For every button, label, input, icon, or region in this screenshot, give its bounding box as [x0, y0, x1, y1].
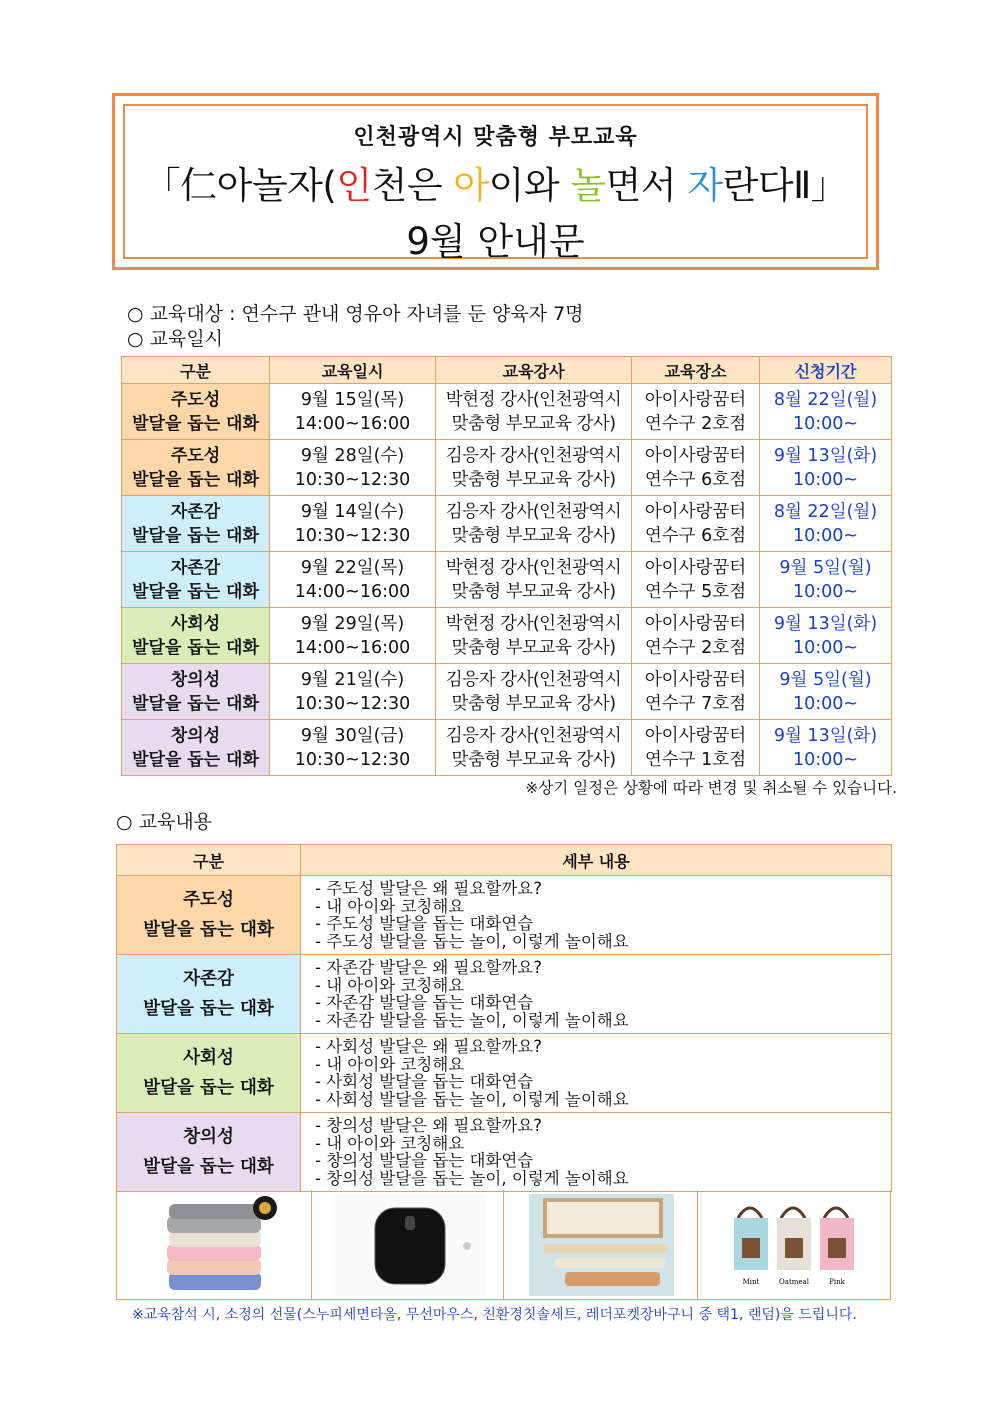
content-item: - 창의성 발달은 왜 필요할까요? — [315, 1116, 542, 1135]
content-item: - 사회성 발달을 돕는 대화연습 — [315, 1072, 534, 1091]
schedule-period: 9월 13일(화) 10:00~ — [760, 440, 892, 496]
schedule-datetime: 9월 15일(목) 14:00~16:00 — [270, 384, 436, 440]
content-item: - 내 아이와 코칭해요 — [315, 896, 465, 916]
bag-label-oatmeal: Oatmeal — [779, 1278, 809, 1286]
schedule-period: 9월 13일(화) 10:00~ — [760, 720, 892, 776]
content-item: - 자존감 발달을 돕는 놀이, 이렇게 놀이해요 — [315, 1010, 629, 1030]
schedule-category: 사회성 발달을 돕는 대화 — [122, 608, 270, 664]
leather-pocket-bags-image — [730, 1194, 860, 1296]
schedule-instructor: 박현정 강사(인천광역시 맞춤형 부모교육 강사) — [436, 552, 632, 608]
content-row — [117, 876, 892, 955]
schedule-period: 9월 5일(월) 10:00~ — [760, 552, 892, 608]
title-line3: 9월 안내문 — [406, 220, 585, 263]
schedule-location: 아이사랑꿈터 연수구 6호점 — [632, 440, 760, 496]
schedule-datetime: 9월 29일(목) 14:00~16:00 — [270, 608, 436, 664]
content-category: 사회성 발달을 돕는 대화 — [117, 1034, 301, 1113]
content-detail — [301, 876, 892, 955]
schedule-location: 아이사랑꿈터 연수구 7호점 — [632, 664, 760, 720]
schedule-instructor: 김응자 강사(인천광역시 맞춤형 부모교육 강사) — [436, 496, 632, 552]
gift-divider — [311, 1190, 312, 1299]
content-item: - 내 아이와 코칭해요 — [315, 975, 465, 995]
content-item: - 사회성 발달을 돕는 놀이, 이렇게 놀이해요 — [315, 1089, 629, 1109]
gift-divider — [503, 1190, 504, 1299]
title-line1: 인천광역시 맞춤형 부모교육 — [353, 125, 638, 150]
title-part-yellow: 아 — [453, 164, 489, 207]
schedule-instructor: 김응자 강사(인천광역시 맞춤형 부모교육 강사) — [436, 720, 632, 776]
content-detail — [301, 1034, 892, 1113]
content-item: - 사회성 발달은 왜 필요할까요? — [315, 1037, 542, 1056]
schedule-instructor: 박현정 강사(인천광역시 맞춤형 부모교육 강사) — [436, 384, 632, 440]
schedule-location: 아이사랑꿈터 연수구 6호점 — [632, 496, 760, 552]
title-part: 천은 — [371, 164, 454, 207]
schedule-bullet: ○ 교육일시 — [127, 328, 224, 350]
schedule-datetime: 9월 22일(목) 14:00~16:00 — [270, 552, 436, 608]
title-part-red: 인 — [336, 164, 372, 207]
content-row — [117, 1113, 892, 1192]
schedule-instructor: 박현정 강사(인천광역시 맞춤형 부모교육 강사) — [436, 608, 632, 664]
toothbrush-set-image — [529, 1194, 674, 1296]
schedule-period: 9월 5일(월) 10:00~ — [760, 664, 892, 720]
content-table — [116, 844, 892, 1192]
schedule-instructor: 김응자 강사(인천광역시 맞춤형 부모교육 강사) — [436, 664, 632, 720]
title-line2 — [125, 155, 866, 209]
bag-label-pink: Pink — [829, 1278, 845, 1286]
schedule-row — [122, 720, 892, 776]
schedule-category: 창의성 발달을 돕는 대화 — [122, 720, 270, 776]
schedule-row — [122, 664, 892, 720]
schedule-category: 주도성 발달을 돕는 대화 — [122, 440, 270, 496]
title-part-green: 놀 — [570, 164, 606, 207]
schedule-table — [121, 356, 892, 776]
schedule-instructor: 김응자 강사(인천광역시 맞춤형 부모교육 강사) — [436, 440, 632, 496]
schedule-datetime: 9월 28일(수) 10:30~12:30 — [270, 440, 436, 496]
content-category: 자존감 발달을 돕는 대화 — [117, 955, 301, 1034]
content-item: - 내 아이와 코칭해요 — [315, 1133, 465, 1153]
gift-divider — [697, 1190, 698, 1299]
gift-footnote: ※교육참석 시, 소정의 선물(스누피세면타올, 무선마우스, 친환경칫솔세트, 레더포켓장바구니 중 택1, 랜덤)을 드립니다. — [132, 1307, 857, 1323]
content-row — [117, 955, 892, 1034]
schedule-category: 자존감 발달을 돕는 대화 — [122, 552, 270, 608]
content-item: - 주도성 발달을 돕는 놀이, 이렇게 놀이해요 — [315, 931, 629, 951]
content-header-row — [117, 845, 892, 876]
schedule-row — [122, 384, 892, 440]
content-category: 주도성 발달을 돕는 대화 — [117, 876, 301, 955]
header-instructor: 교육강사 — [436, 357, 632, 384]
title-part: 란다Ⅱ」 — [722, 164, 848, 207]
schedule-note: ※상기 일정은 상황에 따라 변경 및 취소될 수 있습니다. — [525, 779, 897, 797]
content-item: - 내 아이와 코칭해요 — [315, 1054, 465, 1074]
schedule-header-row — [122, 357, 892, 384]
title-part: 이와 — [488, 164, 571, 207]
content-category: 창의성 발달을 돕는 대화 — [117, 1113, 301, 1192]
target-bullet: ○ 교육대상 : 연수구 관내 영유아 자녀를 둔 양육자 7명 — [127, 303, 584, 325]
content-item: - 주도성 발달은 왜 필요할까요? — [315, 879, 542, 898]
schedule-datetime: 9월 30일(금) 10:30~12:30 — [270, 720, 436, 776]
header-period: 신청기간 — [760, 357, 892, 384]
bag-label-mint: Mint — [742, 1278, 760, 1286]
schedule-location: 아이사랑꿈터 연수구 2호점 — [632, 608, 760, 664]
content-item: - 창의성 발달을 돕는 대화연습 — [315, 1151, 534, 1170]
schedule-row — [122, 440, 892, 496]
towel-set-image — [161, 1194, 281, 1296]
header-datetime: 교육일시 — [270, 357, 436, 384]
content-header-detail: 세부 내용 — [301, 845, 892, 876]
title-part: 「仁아놀자( — [143, 164, 337, 207]
schedule-datetime: 9월 21일(수) 10:30~12:30 — [270, 664, 436, 720]
gift-images-row — [116, 1190, 891, 1300]
header-location: 교육장소 — [632, 357, 760, 384]
schedule-location: 아이사랑꿈터 연수구 2호점 — [632, 384, 760, 440]
content-bullet: ○ 교육내용 — [116, 811, 213, 833]
schedule-datetime: 9월 14일(수) 10:30~12:30 — [270, 496, 436, 552]
wireless-mouse-image — [335, 1194, 485, 1296]
content-item: - 주도성 발달을 돕는 대화연습 — [315, 914, 534, 933]
content-item: - 자존감 발달을 돕는 대화연습 — [315, 993, 534, 1012]
title-box-inner — [123, 104, 868, 263]
schedule-row — [122, 496, 892, 552]
schedule-location: 아이사랑꿈터 연수구 1호점 — [632, 720, 760, 776]
content-item: - 자존감 발달은 왜 필요할까요? — [315, 958, 542, 977]
schedule-category: 자존감 발달을 돕는 대화 — [122, 496, 270, 552]
schedule-row — [122, 552, 892, 608]
schedule-period: 8월 22일(월) 10:00~ — [760, 384, 892, 440]
content-detail — [301, 955, 892, 1034]
title-box — [112, 93, 879, 270]
content-header-category: 구분 — [117, 845, 301, 876]
schedule-location: 아이사랑꿈터 연수구 5호점 — [632, 552, 760, 608]
content-item: - 창의성 발달을 돕는 놀이, 이렇게 놀이해요 — [315, 1168, 629, 1188]
schedule-period: 8월 22일(월) 10:00~ — [760, 496, 892, 552]
header-category: 구분 — [122, 357, 270, 384]
schedule-row — [122, 608, 892, 664]
content-detail — [301, 1113, 892, 1192]
title-part-blue: 자 — [687, 164, 723, 207]
schedule-category: 창의성 발달을 돕는 대화 — [122, 664, 270, 720]
title-part: 면서 — [605, 164, 688, 207]
schedule-period: 9월 13일(화) 10:00~ — [760, 608, 892, 664]
content-row — [117, 1034, 892, 1113]
schedule-category: 주도성 발달을 돕는 대화 — [122, 384, 270, 440]
